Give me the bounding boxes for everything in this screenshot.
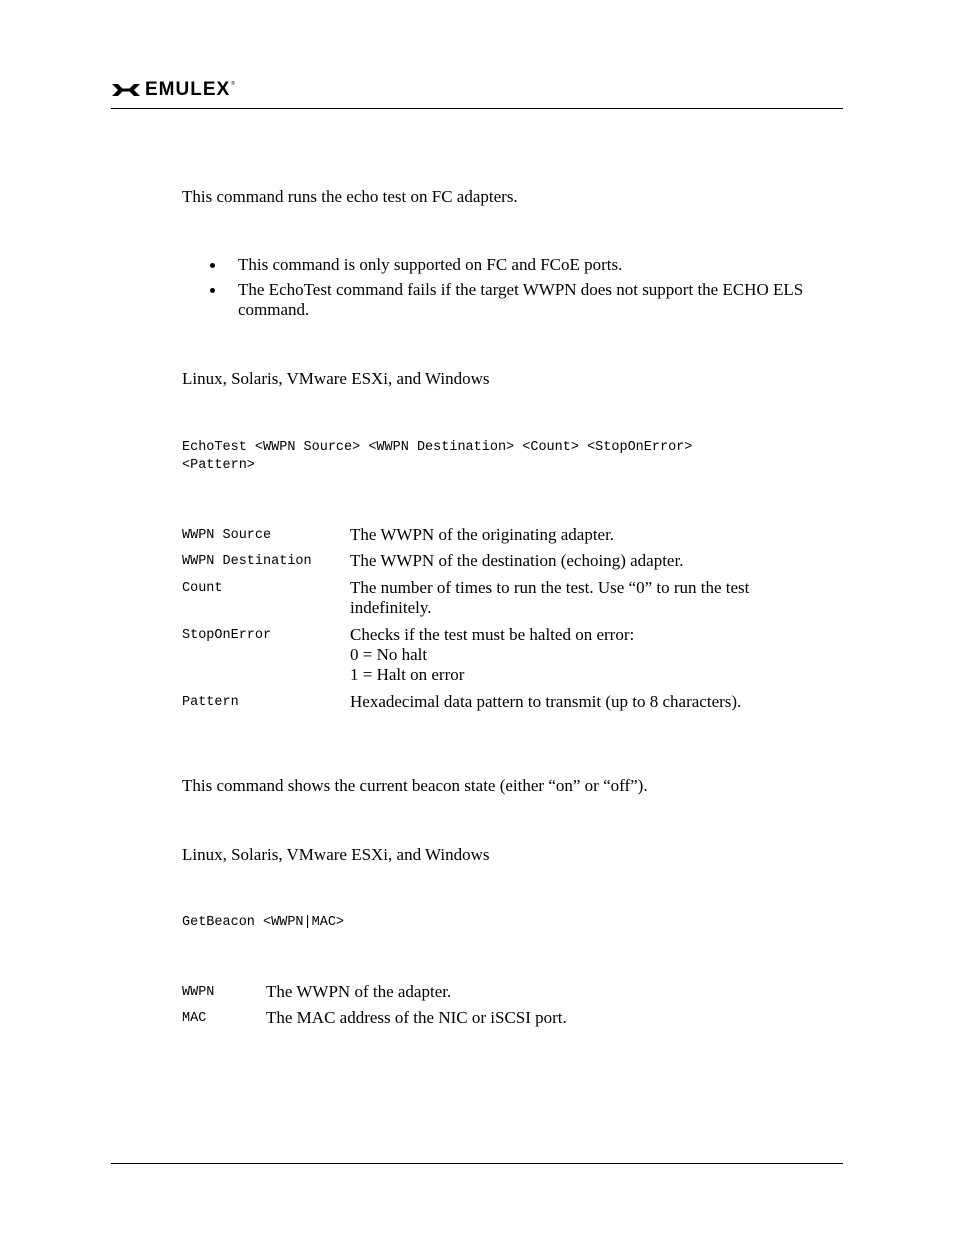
- note-text: This command is only supported on FC and FCoE ports.: [238, 255, 623, 274]
- logo-wordmark: EMULEX: [145, 79, 231, 100]
- emulex-logo: [111, 80, 235, 100]
- emulex-logo-icon: [111, 82, 141, 98]
- param-name: WWPN Source: [182, 528, 272, 543]
- param-desc-line: 0 = No halt: [350, 645, 428, 664]
- echotest-syntax-line1: EchoTest <WWPN Source> <WWPN Destination> <Count> <StopOnError>: [182, 440, 693, 455]
- note-item: [210, 280, 840, 320]
- param-name: Pattern: [182, 695, 239, 710]
- bullet-icon: [210, 263, 215, 268]
- param-desc: The WWPN of the destination (echoing) adapter.: [350, 551, 684, 570]
- param-desc: The WWPN of the originating adapter.: [350, 525, 615, 544]
- param-desc: Hexadecimal data pattern to transmit (up to 8 characters).: [350, 692, 742, 711]
- param-desc: [350, 625, 820, 685]
- param-name: WWPN Destination: [182, 554, 312, 569]
- param-name: Count: [182, 581, 223, 596]
- param-name: WWPN: [182, 985, 215, 1000]
- getbeacon-description: This command shows the current beacon state (either “on” or “off”).: [182, 776, 648, 795]
- bullet-icon: [210, 288, 215, 293]
- param-desc-line: Checks if the test must be halted on error:: [350, 625, 635, 644]
- echotest-notes: [210, 255, 840, 325]
- echotest-supported-os: Linux, Solaris, VMware ESXi, and Windows: [182, 369, 490, 388]
- param-name: MAC: [182, 1011, 207, 1026]
- note-text: The EchoTest command fails if the target WWPN does not support the ECHO ELS command.: [238, 280, 804, 319]
- footer-rule: [111, 1163, 843, 1164]
- param-desc: The WWPN of the adapter.: [266, 982, 452, 1001]
- param-desc-line: 1 = Halt on error: [350, 665, 465, 684]
- getbeacon-syntax: GetBeacon <WWPN|MAC>: [182, 915, 345, 930]
- param-name: StopOnError: [182, 628, 272, 643]
- param-desc: The number of times to run the test. Use “0” to run the test indefinitely.: [350, 578, 750, 617]
- echotest-syntax-line2: <Pattern>: [182, 458, 255, 473]
- param-desc: The MAC address of the NIC or iSCSI port.: [266, 1008, 567, 1027]
- header-rule: [111, 108, 843, 109]
- echotest-description: This command runs the echo test on FC adapters.: [182, 187, 518, 206]
- getbeacon-supported-os: Linux, Solaris, VMware ESXi, and Windows: [182, 845, 490, 864]
- logo-trademark: ®: [231, 81, 235, 87]
- note-item: [210, 255, 840, 275]
